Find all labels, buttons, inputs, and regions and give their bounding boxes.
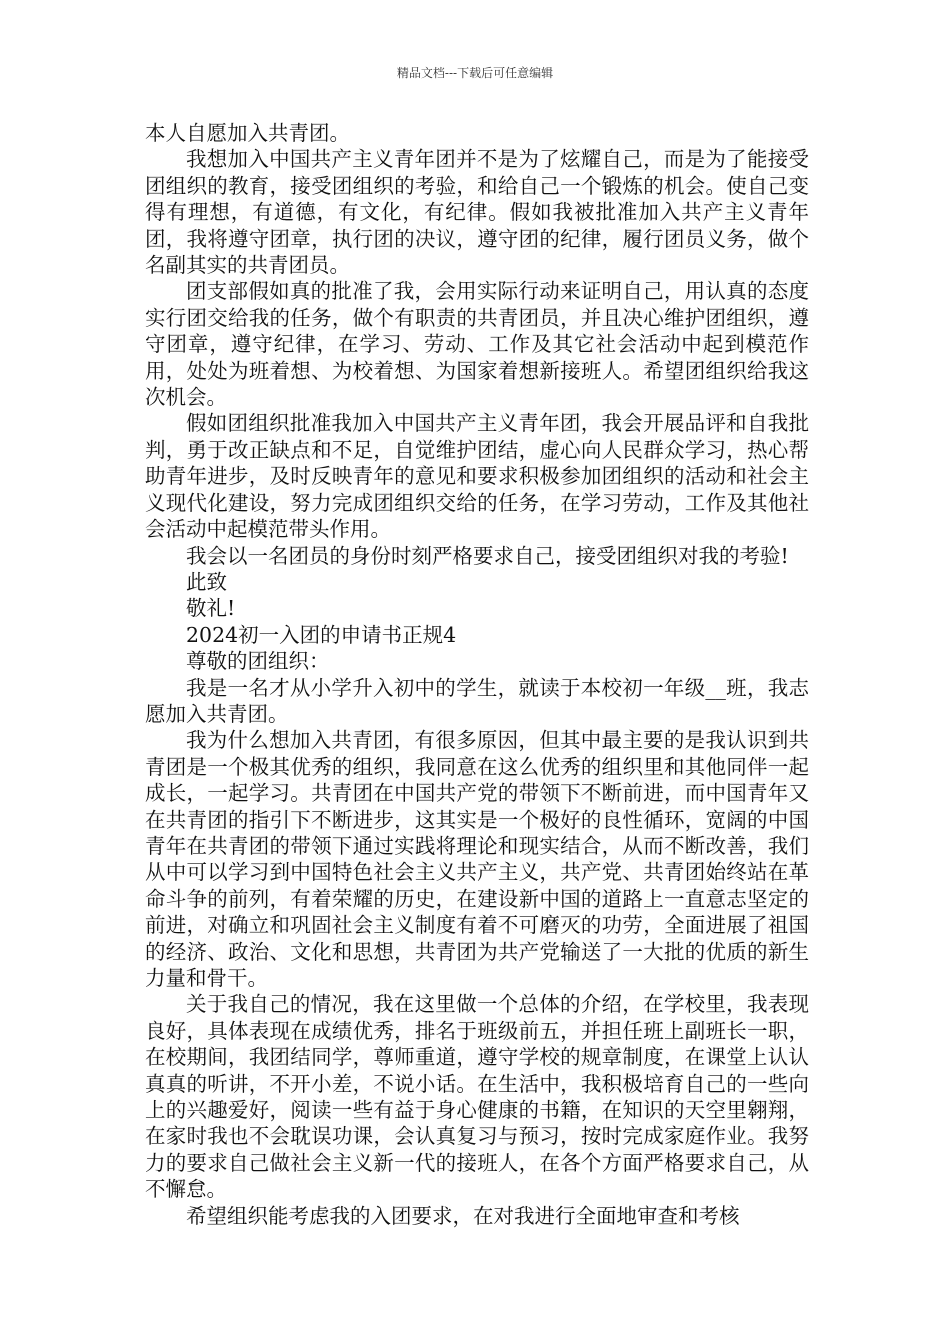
paragraph: 本人自愿加入共青团。 xyxy=(145,121,350,145)
section-title: 2024初一入团的申请书正规4 xyxy=(186,622,457,647)
paragraph: 假如团组织批准我加入中国共产主义青年团，我会开展品评和自我批判，勇于改正缺点和不足，自觉维护团结，虚心向人民群众学习，热心帮助青年进步，及时反映青年的意见和要求积极参加团组织的活动和社会主义现代化建设，努力完成团组织交给的任务，在学习劳动，工作及其他社会活动中起模范带头作用。 xyxy=(145,411,809,542)
paragraph: 我为什么想加入共青团，有很多原因，但其中最主要的是我认识到共青团是一个极其优秀的组织，我同意在这么优秀的组织里和其他同伴一起成长，一起学习。共青团在中国共产党的带领下不断前进，而中国青年又在共青团的指引下不断进步，这其实是一个极好的良性循环，宽阔的中国青年在共青团的带领下通过实践将理论和现实结合，从而不断改善，我们从中可以学习到中国特色社会主义共产主义，共产党、共青团始终站在革命斗争的前列，有着荣耀的历史，在建设新中国的道路上一直意志坚定的前进，对确立和巩固社会主义制度有着不可磨灭的功劳，全面进展了祖国的经济、政治、文化和思想，共青团为共产党输送了一大批的优质的新生力量和骨干。 xyxy=(145,728,809,990)
paragraph: 我想加入中国共产主义青年团并不是为了炫耀自己，而是为了能接受团组织的教育，接受团组织的考验，和给自己一个锻炼的机会。使自己变得有理想，有道德，有文化，有纪律。假如我被批准加入共产主义青年团，我将遵守团章，执行团的决议，遵守团的纪律，履行团员义务，做个名副其实的共青团员。 xyxy=(145,147,809,278)
paragraph: 我是一名才从小学升入初中的学生，就读于本校初一年级__班，我志愿加入共青团。 xyxy=(145,675,809,726)
greeting: 尊敬的团组织： xyxy=(186,649,330,674)
salutation: 此致 xyxy=(186,569,227,594)
page-header: 精品文档---下载后可任意编辑 xyxy=(396,66,554,80)
paragraph: 希望组织能考虑我的入团要求，在对我进行全面地审查和考核 xyxy=(186,1203,740,1228)
paragraph: 我会以一名团员的身份时刻严格要求自己，接受团组织对我的考验! xyxy=(186,543,789,568)
salutation: 敬礼! xyxy=(186,596,236,621)
paragraph: 团支部假如真的批准了我，会用实际行动来证明自己，用认真的态度实行团交给我的任务，做个有职责的共青团员，并且决心维护团组织，遵守团章，遵守纪律，在学习、劳动、工作及其它社会活动中起到模范作用，处处为班着想、为校着想、为国家着想新接班人。希望团组织给我这次机会。 xyxy=(145,279,809,410)
paragraph: 关于我自己的情况，我在这里做一个总体的介绍，在学校里，我表现良好，具体表现在成绩优秀，排名于班级前五，并担任班上副班长一职，在校期间，我团结同学，尊师重道，遵守学校的规章制度，在课堂上认认真真的听讲，不开小差，不说小话。在生活中，我积极培育自己的一些向上的兴趣爱好，阅读一些有益于身心健康的书籍，在知识的天空里翱翔，在家时我也不会耽误功课，会认真复习与预习，按时完成家庭作业。我努力的要求自己做社会主义新一代的接班人，在各个方面严格要求自己，从不懈怠。 xyxy=(145,992,809,1202)
document-body xyxy=(145,120,809,1229)
